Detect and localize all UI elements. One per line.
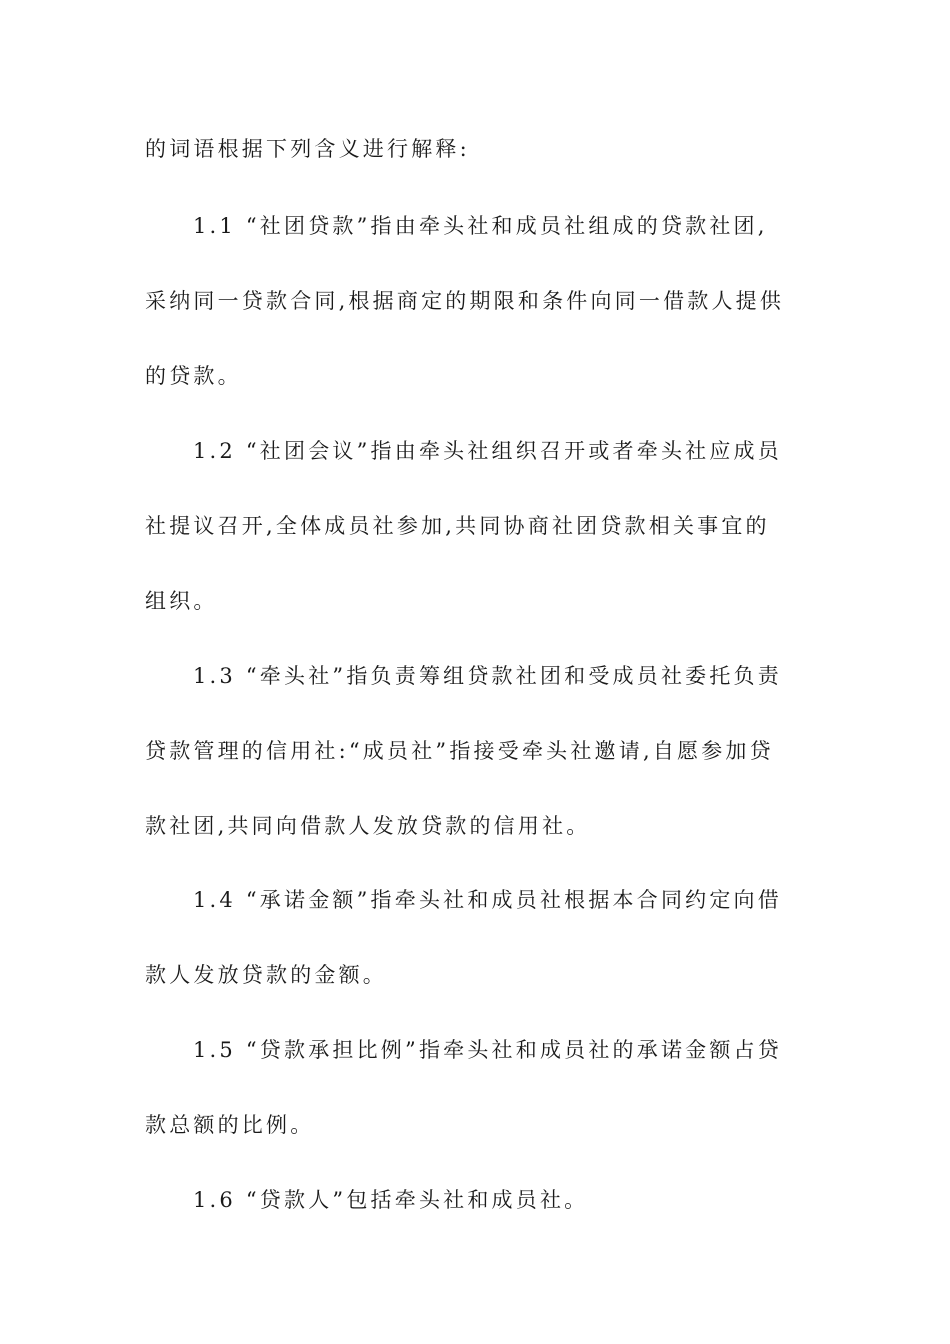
text-line: 1.4 “承诺金额”指牵头社和成员社根据本合同约定向借 bbox=[193, 888, 782, 912]
text-line: 1.2 “社团会议”指由牵头社组织召开或者牵头社应成员 bbox=[193, 439, 782, 463]
text-line: 1.6 “贷款人”包括牵头社和成员社。 bbox=[193, 1188, 589, 1212]
text-line: 的词语根据下列含义进行解释: bbox=[145, 137, 470, 161]
text-line: 1.3 “牵头社”指负责筹组贷款社团和受成员社委托负责 bbox=[193, 664, 782, 688]
text-line: 款社团,共同向借款人发放贷款的信用社。 bbox=[145, 814, 591, 838]
text-line: 的贷款。 bbox=[145, 364, 242, 388]
text-line: 组织。 bbox=[145, 589, 218, 613]
text-line: 社提议召开,全体成员社参加,共同协商社团贷款相关事宜的 bbox=[145, 514, 770, 538]
text-line: 贷款管理的信用社:“成员社”指接受牵头社邀请,自愿参加贷 bbox=[145, 739, 774, 763]
text-line: 款人发放贷款的金额。 bbox=[145, 963, 387, 987]
text-line: 1.1 “社团贷款”指由牵头社和成员社组成的贷款社团, bbox=[193, 214, 768, 238]
text-line: 1.5 “贷款承担比例”指牵头社和成员社的承诺金额占贷 bbox=[193, 1038, 782, 1062]
text-line: 款总额的比例。 bbox=[145, 1113, 315, 1137]
text-line: 采纳同一贷款合同,根据商定的期限和条件向同一借款人提供 bbox=[145, 289, 785, 313]
